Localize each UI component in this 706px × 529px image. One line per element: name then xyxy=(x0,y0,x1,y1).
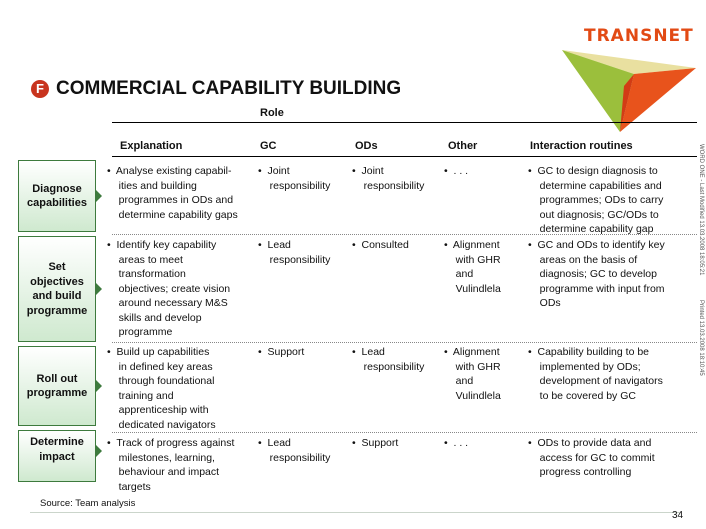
header-divider xyxy=(112,156,697,157)
cell-ods: • Support xyxy=(352,437,399,449)
logo-wordmark: TRANSNET xyxy=(584,26,694,46)
row-arrow xyxy=(96,190,102,202)
cell-interaction: • GC to design diagnosis to determine capabilities and programmes; ODs to carry out diagnosis; GC/ODs to determine capability gap xyxy=(528,165,664,235)
row-arrow xyxy=(96,283,102,295)
row-label-diagnose: Diagnose capabilities xyxy=(18,160,96,232)
row-label-roll-out: Roll out programme xyxy=(18,346,96,426)
cell-other: • . . . xyxy=(444,165,469,177)
row-arrow xyxy=(96,445,102,457)
section-badge: F xyxy=(31,80,49,98)
cell-ods: • Lead responsibility xyxy=(352,346,425,373)
column-header-other: Other xyxy=(448,140,478,152)
footer-rule xyxy=(30,512,680,513)
column-header-explanation: Explanation xyxy=(120,140,183,152)
side-note-bottom: Printed 13.03.2008 18:10:45 xyxy=(698,300,704,376)
cell-ods: • Consulted xyxy=(352,239,409,251)
cell-gc: • Joint responsibility xyxy=(258,165,331,192)
logo-mark-icon xyxy=(560,46,700,138)
cell-interaction: • GC and ODs to identify key areas on the basis of diagnosis; GC to develop programme with input from ODs xyxy=(528,239,665,309)
source-note: Source: Team analysis xyxy=(40,498,136,509)
page-title: COMMERCIAL CAPABILITY BUILDING xyxy=(56,78,402,99)
cell-explanation: • Build up capabilities in defined key areas through foundational training and apprenticeship with dedicated navigators xyxy=(107,346,216,431)
cell-other: • Alignment with GHR and Vulindlela xyxy=(444,239,501,295)
row-separator xyxy=(112,342,697,343)
cell-explanation: • Analyse existing capabil- ities and building programmes in ODs and determine capability gaps xyxy=(107,165,238,221)
row-label-determine-impact: Determine impact xyxy=(18,430,96,482)
column-header-ods: ODs xyxy=(355,140,378,152)
cell-gc: • Lead responsibility xyxy=(258,239,331,266)
column-header-gc: GC xyxy=(260,140,277,152)
cell-gc: • Support xyxy=(258,346,305,358)
cell-gc: • Lead responsibility xyxy=(258,437,331,464)
row-separator xyxy=(112,432,697,433)
column-header-interaction: Interaction routines xyxy=(530,140,633,152)
side-note-top: WORD ONE - Last Modified 13.03.2008 18:05:21 xyxy=(698,144,704,276)
row-arrow xyxy=(96,380,102,392)
row-label-set-objectives: Set objectives and build programme xyxy=(18,236,96,342)
cell-other: • . . . xyxy=(444,437,469,449)
cell-explanation: • Track of progress against milestones, learning, behaviour and impact targets xyxy=(107,437,235,493)
cell-interaction: • Capability building to be implemented by ODs; development of navigators to be covered by GC xyxy=(528,346,663,402)
role-label: Role xyxy=(260,107,284,119)
page-number: 34 xyxy=(672,510,684,521)
cell-ods: • Joint responsibility xyxy=(352,165,425,192)
role-divider xyxy=(112,122,697,123)
cell-other: • Alignment with GHR and Vulindlela xyxy=(444,346,501,402)
cell-explanation: • Identify key capability areas to meet transformation objectives; create vision around necessary M&S skills and develop programme xyxy=(107,239,231,338)
cell-interaction: • ODs to provide data and access for GC to commit progress controlling xyxy=(528,437,655,478)
